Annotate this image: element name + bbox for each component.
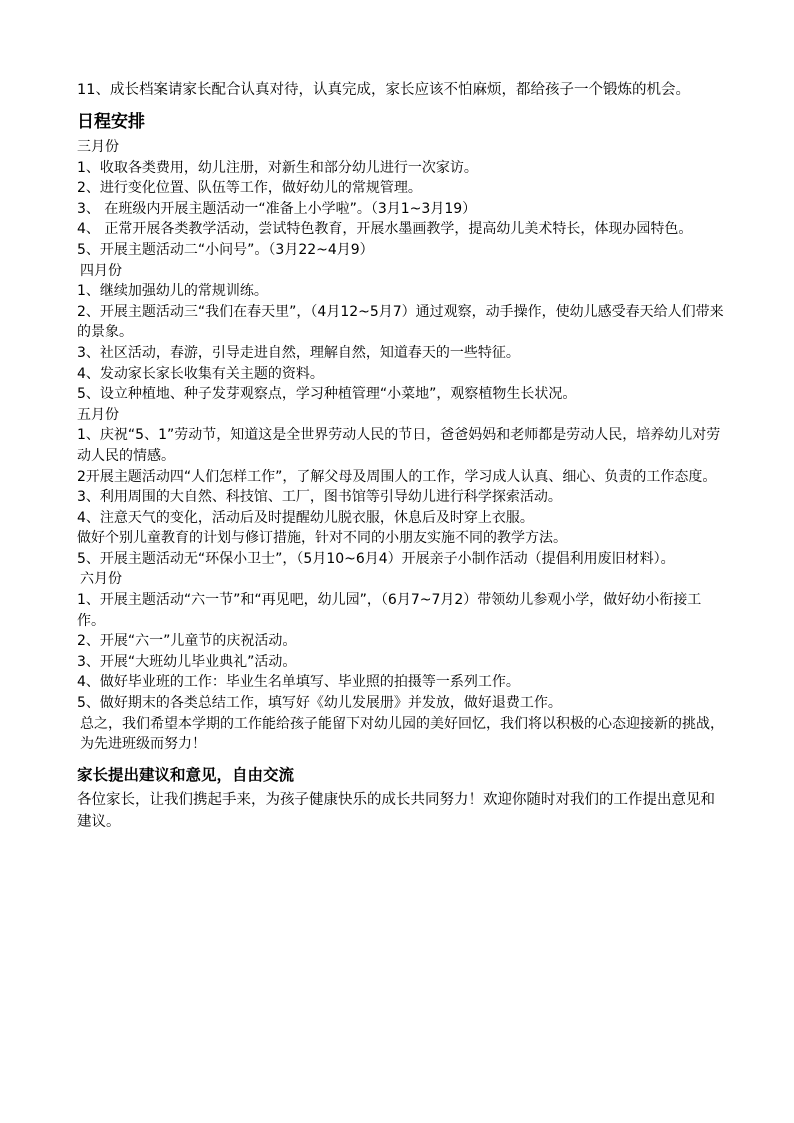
list-item: 4、做好毕业班的工作：毕业生名单填写、毕业照的拍摄等一系列工作。	[77, 674, 520, 691]
list-item: 1、开展主题活动“六一节”和“再见吧，幼儿园”，（6月7~7月2）带领幼儿参观小学，做好幼小衔接工作。	[77, 592, 702, 629]
list-item: 4、发动家长家长收集有关主题的资料。	[77, 365, 324, 382]
list-item: 做好个别儿童教育的计划与修订措施，针对不同的小朋友实施不同的教学方法。	[77, 530, 567, 547]
list-item: 5、开展主题活动无“环保小卫士”，（5月10~6月4）开展亲子小制作活动（提倡利用废旧材料）。	[77, 550, 675, 567]
month-label-april: 四月份	[80, 262, 122, 279]
list-item: 5、设立种植地、种子发芽观察点，学习种植管理“小菜地”，观察植物生长状况。	[77, 386, 577, 403]
list-item: 2、进行变化位置、队伍等工作，做好幼儿的常规管理。	[77, 180, 422, 197]
list-item: 3、 在班级内开展主题活动一“准备上小学啦”。（3月1~3月19）	[77, 200, 477, 217]
month-label-june: 六月份	[80, 571, 122, 588]
month-label-may: 五月份	[77, 406, 119, 423]
list-item: 3、利用周围的大自然、科技馆、工厂，图书馆等引导幼儿进行科学探索活动。	[77, 489, 562, 506]
feedback-body: 各位家长，让我们携起手来，为孩子健康快乐的成长共同努力！欢迎你随时对我们的工作提出意见和建议。	[77, 791, 715, 830]
intro-item-11: 11、成长档案请家长配合认真对待，认真完成，家长应该不怕麻烦，都给孩子一个锻炼的机会。	[77, 82, 690, 98]
may-section	[77, 405, 724, 570]
list-item: 5、开展主题活动二“小问号”。（3月22~4月9）	[77, 241, 374, 258]
list-item: 1、收取各类费用，幼儿注册，对新生和部分幼儿进行一次家访。	[77, 159, 478, 176]
list-item: 3、开展“大班幼儿毕业典礼”活动。	[77, 653, 297, 670]
june-section	[77, 569, 724, 754]
list-item: 1、庆祝“5、1”劳动节，知道这是全世界劳动人民的节日，爸爸妈妈和老师都是劳动人民，培养幼儿对劳动人民的情感。	[77, 427, 721, 464]
feedback-heading: 家长提出建议和意见，自由交流	[77, 764, 295, 784]
list-item: 2开展主题活动四“人们怎样工作”，了解父母及周围人的工作，学习成人认真、细心、负责的工作态度。	[77, 468, 717, 485]
month-label-march: 三月份	[77, 139, 119, 155]
list-item: 4、 正常开展各类教学活动，尝试特色教育，开展水墨画教学，提高幼儿美术特长，体现办园特色。	[77, 221, 693, 238]
list-item: 1、继续加强幼儿的常规训练。	[77, 283, 268, 300]
list-item: 5、做好期末的各类总结工作，填写好《幼儿发展册》并发放，做好退费工作。	[77, 695, 562, 712]
list-item: 3、社区活动，春游，引导走进自然，理解自然，知道春天的一些特征。	[77, 344, 520, 361]
list-item: 4、注意天气的变化，活动后及时提醒幼儿脱衣服，休息后及时穿上衣服。	[77, 509, 534, 526]
schedule-heading: 日程安排	[77, 112, 145, 132]
march-section	[77, 137, 724, 261]
list-item: 2、开展主题活动三“我们在春天里”，（4月12~5月7）通过观察，动手操作，使幼儿感受春天给人们带来的景象。	[77, 303, 724, 341]
summary-paragraph: 总之，我们希望本学期的工作能给孩子能留下对幼儿园的美好回忆，我们将以积极的心态迎接新的挑战，为先进班级而努力！	[80, 715, 724, 753]
april-section	[77, 261, 724, 405]
list-item: 2、开展“六一”儿童节的庆祝活动。	[77, 633, 297, 650]
